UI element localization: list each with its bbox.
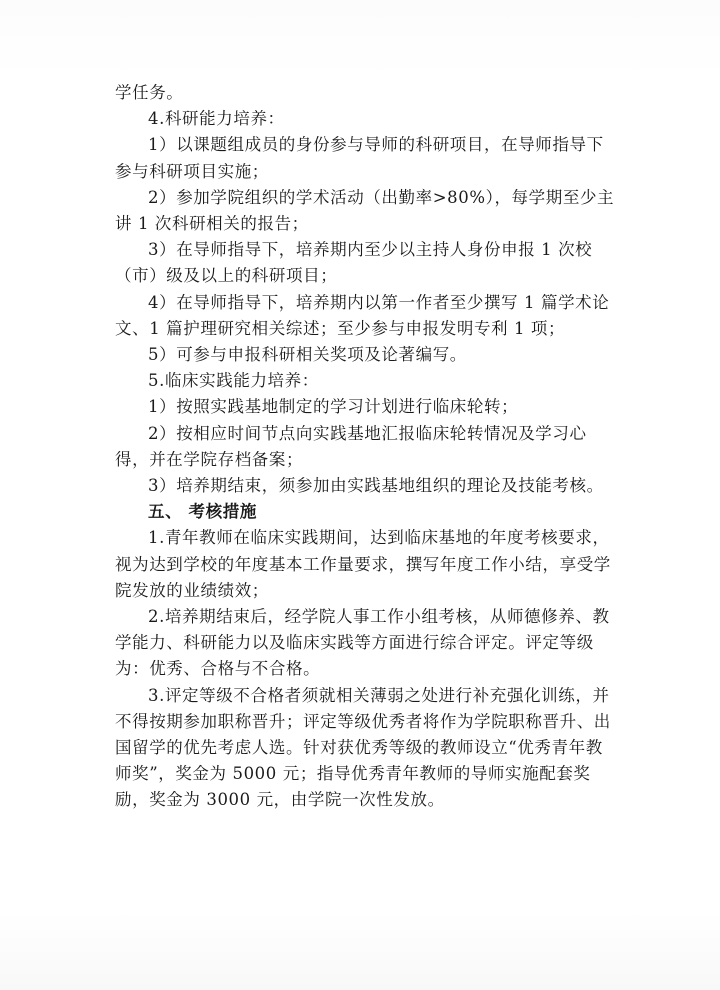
paragraph-research-5: 5）可参与申报科研相关奖项及论著编写。	[148, 345, 467, 365]
section-heading-assessment: 五、 考核措施	[148, 502, 257, 522]
paragraph-research-2: 2）参加学院组织的学术活动（出勤率>80%），每学期至少主讲 1 次科研相关的报告；	[115, 187, 615, 234]
paragraph-clinical-1: 1）按照实践基地制定的学习计划进行临床轮转；	[148, 397, 519, 417]
paragraph-research-1: 1）以课题组成员的身份参与导师的科研项目，在导师指导下参与科研项目实施；	[115, 135, 604, 181]
paragraph-clinical-2: 2）按相应时间节点向实践基地汇报临床轮转情况及学习心得，并在学院存档备案；	[115, 423, 587, 469]
paragraph-assessment-3: 3.评定等级不合格者须就相关薄弱之处进行补充强化训练，并不得按期参加职称晋升；评定等级优秀者将作为学院职称晋升、出国留学的优先考虑人选。针对获优秀等级的教师设立“优秀青年教师奖”，奖金为 5000 元；指导优秀青年教师的导师实施配套奖励，奖金为 3000 元，由学院一次性发放。	[115, 685, 611, 810]
paragraph-assessment-1: 1.青年教师在临床实践期间，达到临床基地的年度考核要求，视为达到学校的年度基本工作量要求，撰写年度工作小结，享受学院发放的业绩绩效；	[115, 528, 611, 600]
paragraph-research-3: 3）在导师指导下，培养期内至少以主持人身份申报 1 次校（市）级及以上的科研项目；	[115, 240, 593, 286]
heading-research-ability: 4.科研能力培养：	[148, 109, 285, 129]
paragraph-clinical-3: 3）培养期结束，须参加由实践基地组织的理论及技能考核。	[148, 476, 604, 496]
paragraph-research-4: 4）在导师指导下，培养期内以第一作者至少撰写 1 篇学术论文、1 篇护理研究相关综述；至少参与申报发明专利 1 项；	[115, 292, 610, 338]
paragraph-teaching-task-end: 学任务。	[115, 83, 184, 102]
heading-clinical-practice: 5.临床实践能力培养：	[148, 371, 319, 391]
document-body	[115, 80, 615, 814]
paragraph-assessment-2: 2.培养期结束后，经学院人事工作小组考核，从师德修养、教学能力、科研能力以及临床实践等方面进行综合评定。评定等级为：优秀、合格与不合格。	[115, 607, 610, 679]
